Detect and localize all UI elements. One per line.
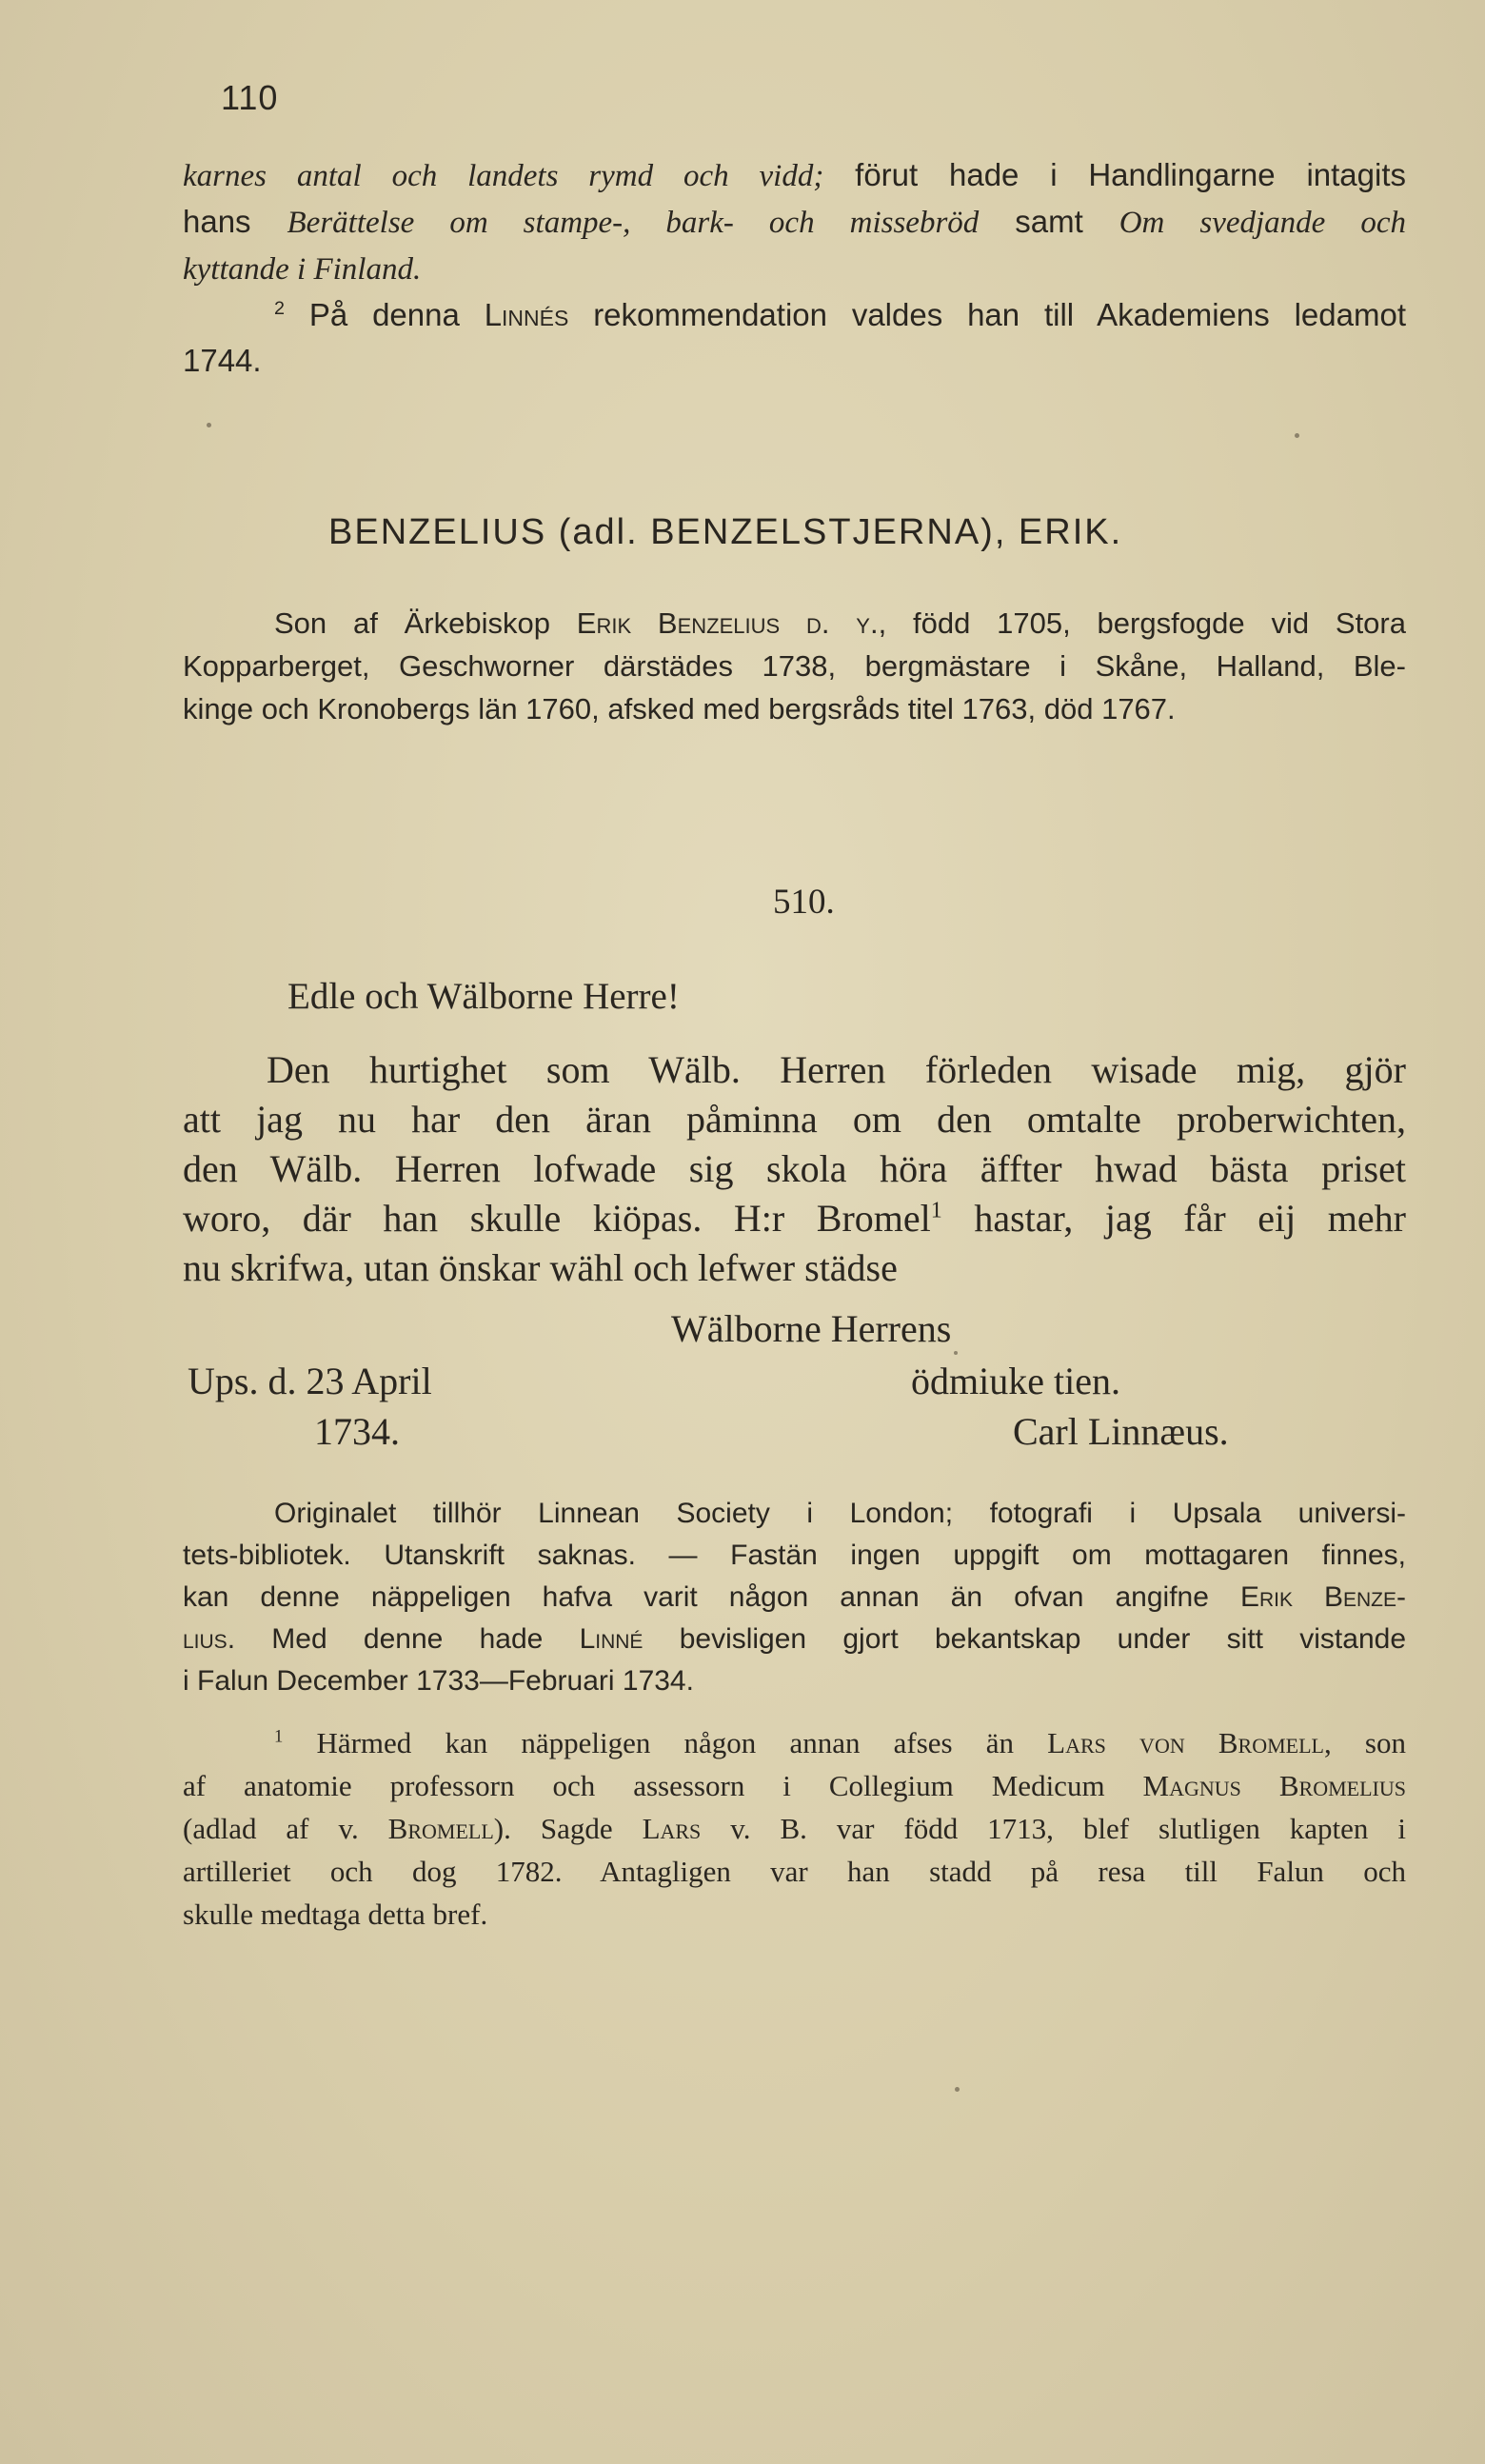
biography-line-2: Kopparberget, Geschworner därstädes 1738, bergmästare i Skåne, Halland, Ble- (183, 649, 1406, 683)
letter-salutation: Edle och Wälborne Herre! (287, 976, 680, 1017)
letter-body (183, 1045, 1406, 1293)
letter-line-4: woro, där han skulle kiöpas. H:r Bromel$^1$ hastar, jag får eij mehr (183, 1197, 1406, 1240)
footnote-1-line-2: af anatomie professorn och assessorn i Collegium Medicum Magnus Bromelius (183, 1769, 1406, 1802)
source-note-line-4: lius. Med denne hade Linné bevisligen gjort bekantskap under sitt vistande (183, 1623, 1406, 1655)
biography-line-1: Son af Ärkebiskop Erik Benzelius d. y., född 1705, bergsfogde vid Stora (274, 606, 1406, 640)
biography (183, 602, 1406, 730)
source-note-line-3: kan denne näppeligen hafva varit någon annan än ofvan angifne Erik Benze- (183, 1581, 1407, 1613)
letter-year: 1734. (314, 1410, 400, 1453)
letter-line-5: nu skrifwa, utan önskar wähl och lefwer städse (183, 1246, 898, 1289)
paper-speck (207, 423, 211, 427)
letter-line-3: den Wälb. Herren lofwade sig skola höra äffter hwad bästa priset (183, 1147, 1406, 1190)
footnote-1-line-5: skulle medtaga detta bref. (183, 1898, 488, 1931)
paper-speck (955, 2087, 960, 2092)
source-note-line-5: i Falun December 1733—Februari 1734. (183, 1665, 694, 1697)
source-note-line-1: Originalet tillhör Linnean Society i London; fotografi i Upsala universi- (274, 1498, 1406, 1529)
letter-number: 510. (773, 883, 835, 922)
footnote-continued-line-1: karnes antal och landets rymd och vidd; förut hade i Handlingarne intagits (183, 157, 1406, 193)
source-note (183, 1493, 1406, 1702)
entry-heading: BENZELIUS (adl. BENZELSTJERNA), ERIK. (328, 512, 1123, 552)
footnote-2-line-2: 1744. (183, 343, 262, 378)
paper-speck (954, 1351, 958, 1355)
letter-closing-1: Wälborne Herrens (671, 1307, 952, 1350)
footnote-continued-line-3: kyttande i Finland. (183, 252, 422, 287)
footnote-continued-line-2: hans Berättelse om stampe-, bark- och missebröd samt Om svedjande och (183, 204, 1406, 240)
letter-closing-2: ödmiuke tien. (911, 1360, 1120, 1402)
letter-signature: Carl Linnæus. (1013, 1410, 1229, 1453)
letter-line-2: att jag nu har den äran påminna om den omtalte proberwichten, (183, 1098, 1406, 1141)
biography-line-3: kinge och Kronobergs län 1760, afsked med bergsråds titel 1763, död 1767. (183, 692, 1176, 725)
footnote-1-line-1: $^1$ Härmed kan näppeligen någon annan afses än Lars von Bromell, son (274, 1726, 1406, 1759)
footnote-1-line-4: artilleriet och dog 1782. Antagligen var han stadd på resa till Falun och (183, 1855, 1406, 1888)
source-note-line-2: tets-bibliotek. Utanskrift saknas. — Fastän ingen uppgift om mottagaren finnes, (183, 1540, 1406, 1571)
letter-line-1: Den hurtighet som Wälb. Herren förleden wisade mig, gjör (267, 1048, 1406, 1091)
footnote-1-line-3: (adlad af v. Bromell). Sagde Lars v. B. var född 1713, blef slutligen kapten i (183, 1812, 1406, 1845)
footnote-2-line-1: $^2$ På denna Linnés rekommendation valdes han till Akademiens ledamot (274, 297, 1406, 332)
paper-speck (1295, 433, 1299, 438)
letter-place-date: Ups. d. 23 April (188, 1360, 432, 1402)
page-number: 110 (221, 78, 279, 117)
footnote-ref: 1 (930, 1198, 942, 1223)
footnote-1 (183, 1721, 1406, 1936)
footnote-continued (183, 152, 1406, 384)
